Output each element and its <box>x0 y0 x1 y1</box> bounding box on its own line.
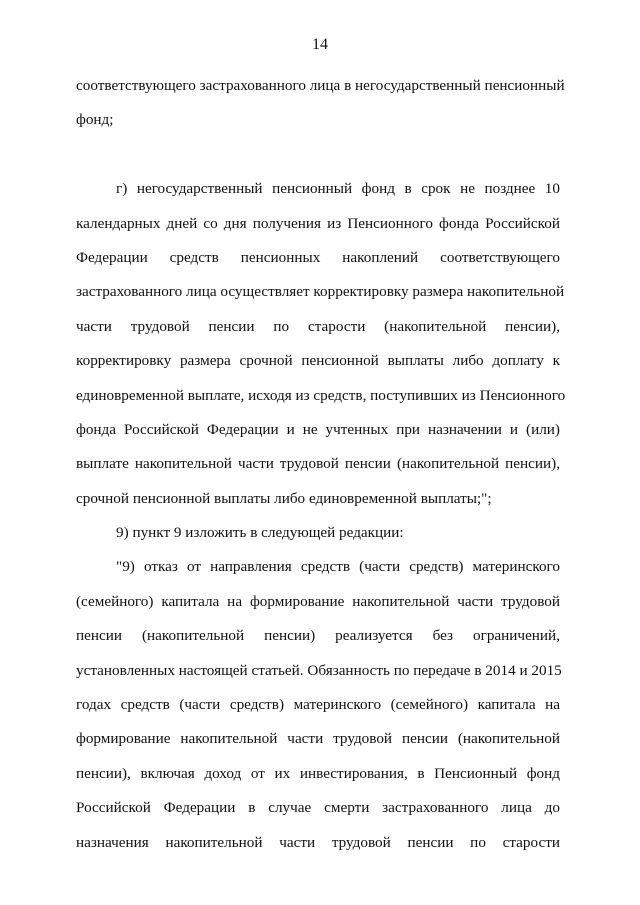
text-line: единовременной выплате, исходя из средств, поступивших из Пенсионного <box>76 386 566 404</box>
text-line: установленных настоящей статьей. Обязанность по передаче в 2014 и 2015 <box>76 661 562 679</box>
text-line: соответствующего застрахованного лица в негосударственный пенсионный <box>76 77 565 94</box>
text-line: формирование накопительной части трудовой пенсии (накопительной <box>76 730 560 748</box>
text-line: пенсии (накопительной пенсии) реализуется без ограничений, <box>76 627 560 645</box>
text-line: застрахованного лица осуществляет корректировку размера накопительной <box>76 283 565 301</box>
text-line: срочной пенсионной выплаты либо единовременной выплаты;"; <box>76 489 492 507</box>
text-line: Федерации средств пенсионных накоплений соответствующего <box>76 248 560 266</box>
text-line: календарных дней со дня получения из Пенсионного фонда Российской <box>76 214 560 232</box>
text-line: части трудовой пенсии по старости (накопительной пенсии), <box>76 317 560 335</box>
text-line: г) негосударственный пенсионный фонд в срок не позднее 10 <box>116 180 560 198</box>
text-line: фонд; <box>76 111 114 129</box>
text-line: (семейного) капитала на формирование накопительной части трудовой <box>76 592 560 610</box>
text-line: корректировку размера срочной пенсионной выплаты либо доплату к <box>76 352 560 370</box>
document-body <box>76 69 566 860</box>
page-number: 14 <box>312 36 328 53</box>
text-line: выплате накопительной части трудовой пенсии (накопительной пенсии), <box>76 455 560 473</box>
text-line: Российской Федерации в случае смерти застрахованного лица до <box>76 799 560 817</box>
text-line: фонда Российской Федерации и не учтенных при назначении и (или) <box>76 420 560 438</box>
text-line: назначения накопительной части трудовой пенсии по старости <box>76 833 560 851</box>
text-line: годах средств (части средств) материнского (семейного) капитала на <box>76 696 560 714</box>
text-line: 9) пункт 9 изложить в следующей редакции: <box>116 524 404 542</box>
paragraph-gap <box>76 138 560 172</box>
text-line: пенсии), включая доход от их инвестирования, в Пенсионный фонд <box>76 764 560 782</box>
text-line: "9) отказ от направления средств (части средств) материнского <box>116 558 560 576</box>
